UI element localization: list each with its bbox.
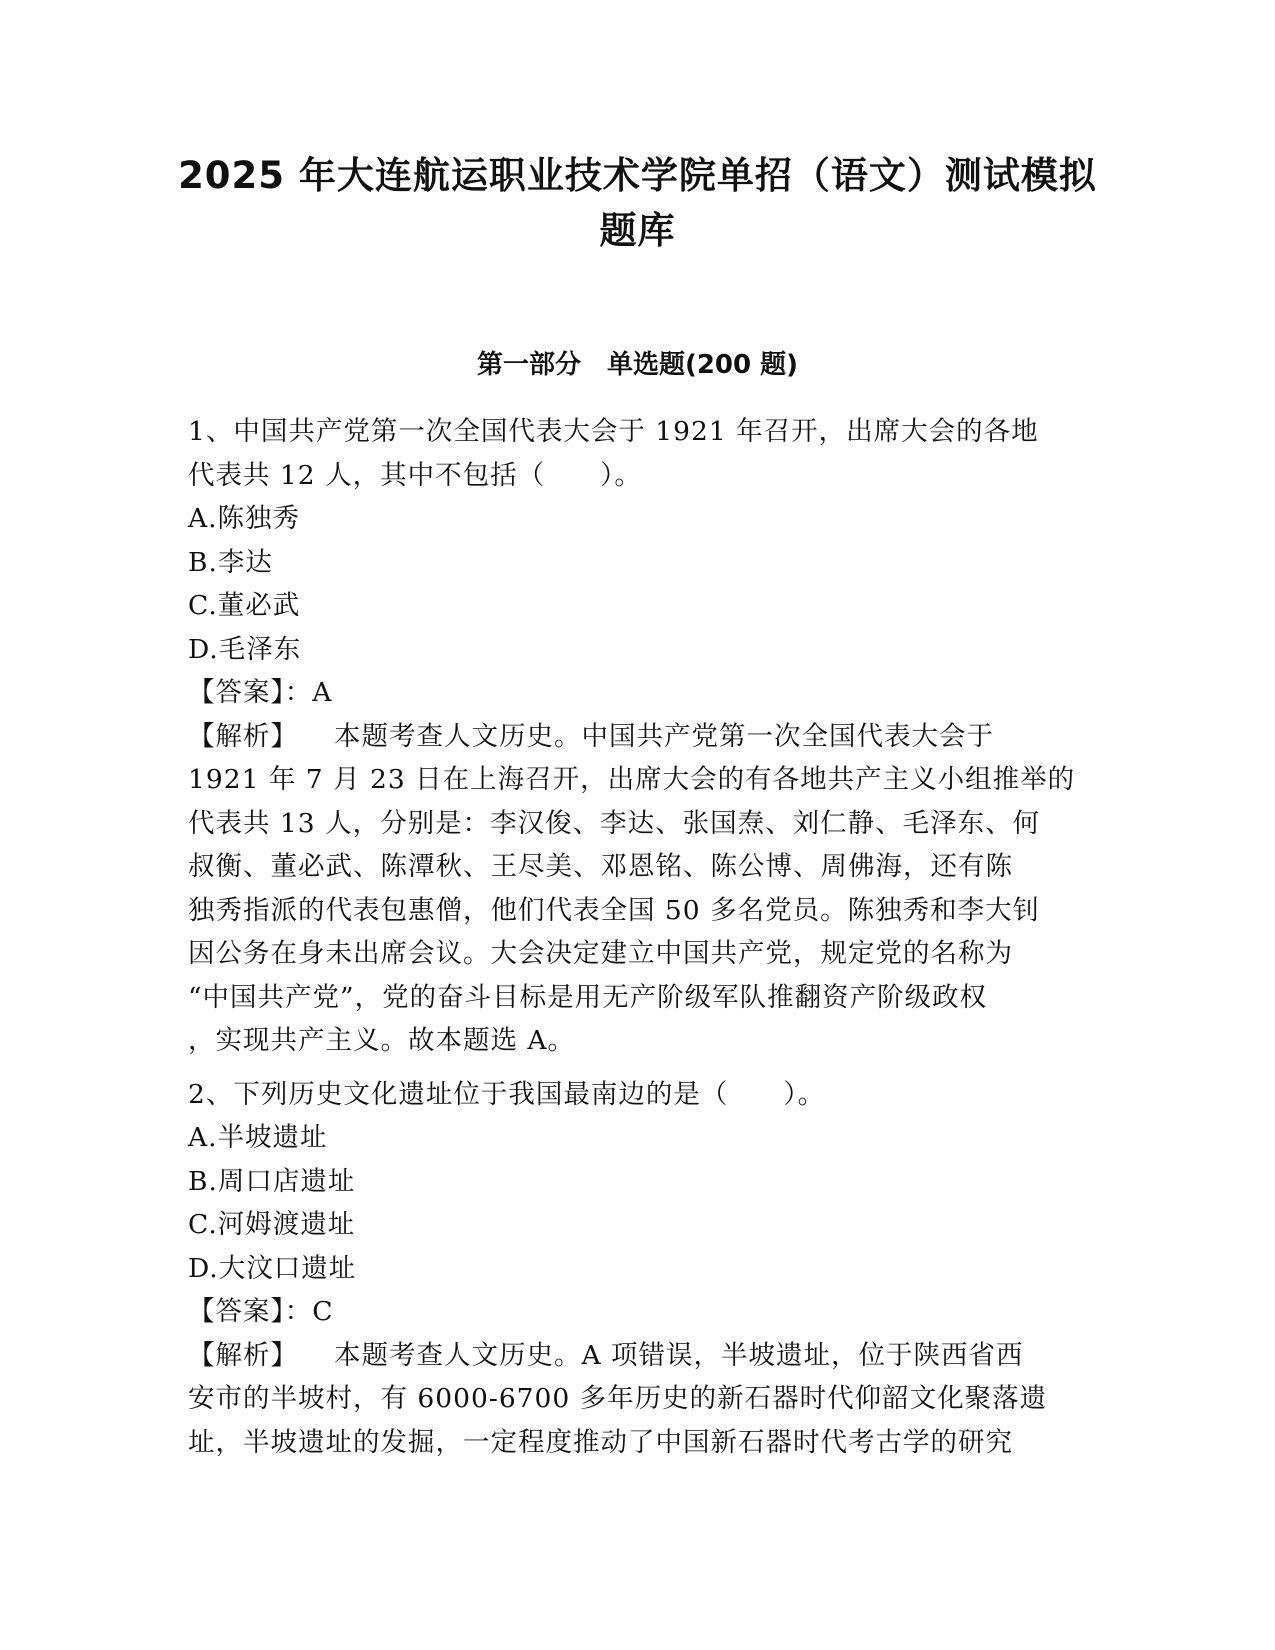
analysis-text: 本题考查人文历史。中国共产党第一次全国代表大会于 [334,720,994,752]
analysis-line: “中国共产党”，党的奋斗目标是用无产阶级军队推翻资产阶级政权 [188,981,988,1013]
answer-line: 【答案】：A [188,677,333,708]
title-line-1: 2025 年大连航运职业技术学院单招（语文）测试模拟 [178,154,1097,197]
option-c: C.河姆渡遗址 [188,1209,356,1240]
analysis-line: 因公务在身未出席会议。大会决定建立中国共产党，规定党的名称为 [188,938,1013,969]
option-d: D.大汶口遗址 [188,1252,357,1284]
analysis-line: 叔衡、董必武、陈潭秋、王尽美、邓恩铭、陈公博、周佛海，还有陈 [188,851,1013,882]
analysis-first-line [188,1334,1093,1378]
option-c: C.董必武 [188,590,301,621]
option-a: A.半坡遗址 [188,1122,328,1153]
document-title [160,148,1115,258]
analysis-text: 本题考查人文历史。A 项错误，半坡遗址，位于陕西省西 [334,1339,1024,1371]
question-stem-line: 代表共 12 人，其中不包括（ ）。 [188,459,642,491]
question-1 [188,410,1093,1063]
analysis-first-line [188,715,1093,759]
analysis-line: 址，半坡遗址的发掘，一定程度推动了中国新石器时代考古学的研究 [188,1426,1013,1458]
option-a: A.陈独秀 [188,503,301,534]
option-b: B.周口店遗址 [188,1165,356,1197]
analysis-label: 【解析】 [188,720,298,752]
section-title: 第一部分 单选题(200 题) [476,350,799,380]
option-d: D.毛泽东 [188,633,302,665]
analysis-label: 【解析】 [188,1339,298,1371]
analysis-line: 安市的半坡村，有 6000-6700 多年历史的新石器时代仰韶文化聚落遗 [188,1383,1048,1414]
title-line-2: 题库 [599,209,676,252]
analysis-line: 独秀指派的代表包惠僧，他们代表全国 50 多名党员。陈独秀和李大钊 [188,894,1041,926]
question-list [188,410,1093,1464]
question-stem-line: 1、中国共产党第一次全国代表大会于 1921 年召开，出席大会的各地 [188,416,1039,447]
analysis-line: 代表共 13 人，分别是：李汉俊、李达、张国焘、刘仁静、毛泽东、何 [188,807,1041,839]
answer-line: 【答案】：C [188,1296,334,1327]
option-b: B.李达 [188,546,273,578]
question-2 [188,1073,1093,1465]
question-spacer [188,1063,1093,1073]
analysis-line: ，实现共产主义。故本题选 A。 [188,1025,576,1056]
analysis-line: 1921 年 7 月 23 日在上海召开，出席大会的有各地共产主义小组推举的 [188,764,1076,795]
question-stem-line: 2、下列历史文化遗址位于我国最南边的是（ ）。 [188,1078,826,1110]
